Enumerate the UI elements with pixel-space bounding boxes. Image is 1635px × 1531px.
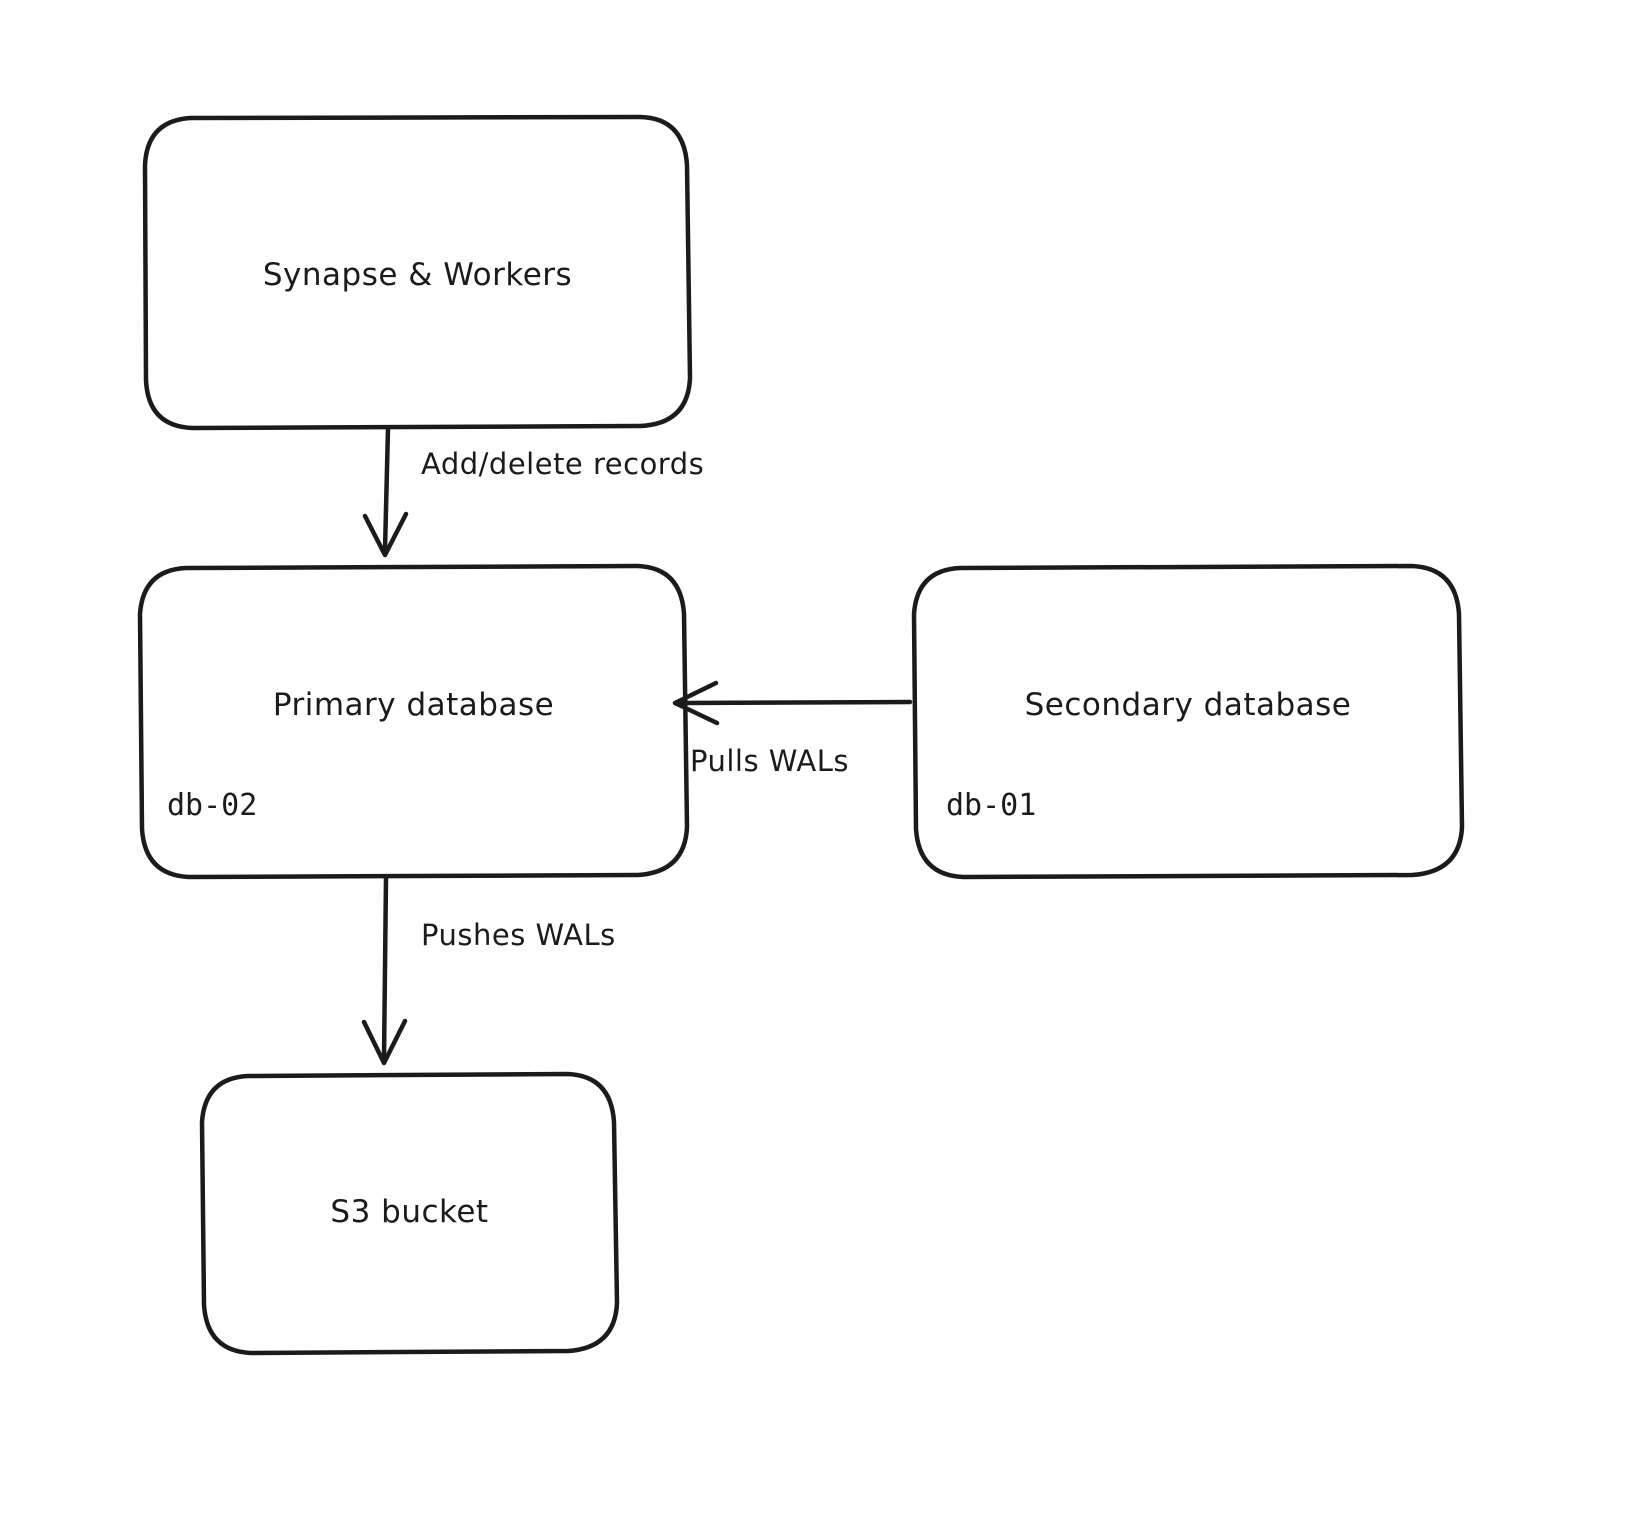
edge-label-pulls-wals: Pulls WALs — [690, 744, 849, 778]
edge-label-add-delete-records: Add/delete records — [421, 447, 705, 481]
node-s3[interactable] — [202, 1074, 617, 1353]
node-s3-label: S3 bucket — [330, 1194, 489, 1230]
node-primary-sublabel: db-02 — [167, 788, 258, 823]
edge-line-secondary-primary — [682, 702, 910, 703]
edge-line-synapse-primary — [385, 428, 388, 550]
node-primary-label: Primary database — [272, 687, 555, 723]
node-synapse[interactable] — [145, 117, 690, 428]
edge-label-pushes-wals: Pushes WALs — [421, 918, 616, 952]
node-secondary-sublabel: db-01 — [946, 788, 1037, 823]
node-secondary[interactable] — [914, 566, 1462, 877]
edge-line-primary-s3 — [384, 878, 386, 1058]
node-secondary-label: Secondary database — [1024, 687, 1352, 723]
node-synapse-label: Synapse & Workers — [262, 257, 573, 293]
node-primary[interactable] — [140, 566, 687, 877]
